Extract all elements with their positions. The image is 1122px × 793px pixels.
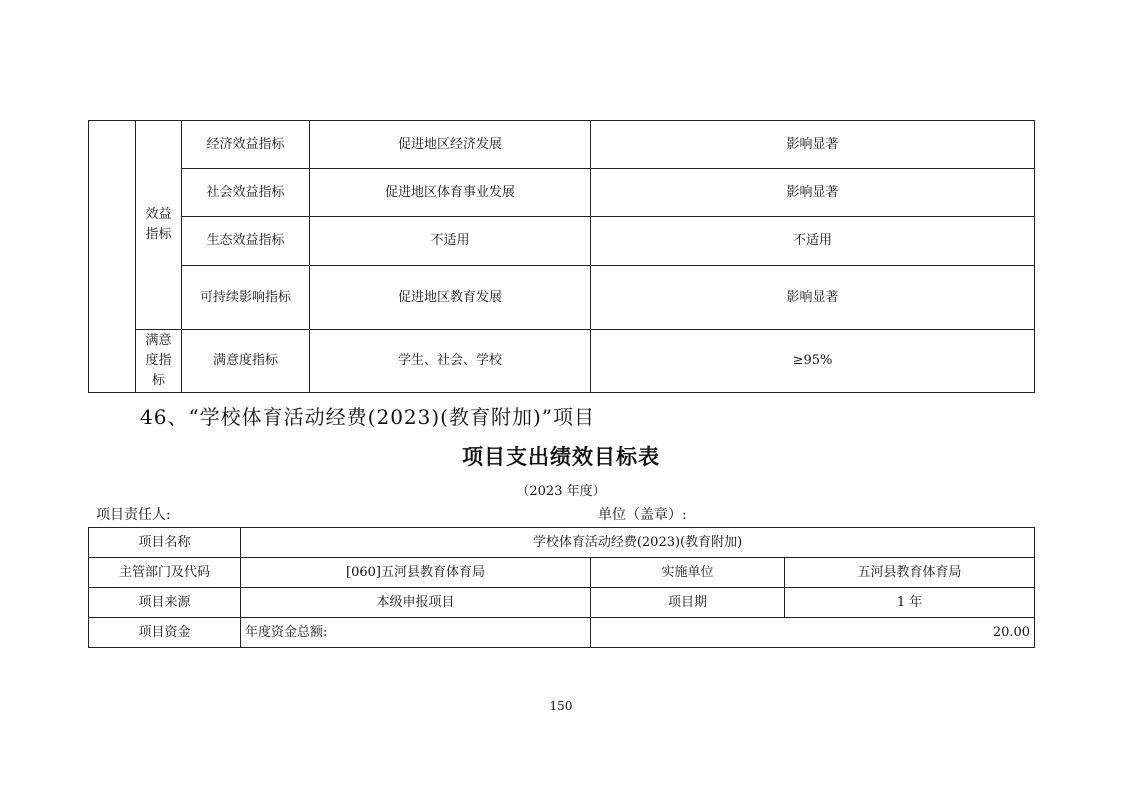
indicator-content: 促进地区教育发展 (310, 266, 591, 330)
blank-level1-cell (89, 121, 136, 393)
project-name-label: 项目名称 (89, 528, 241, 558)
indicator-name: 可持续影响指标 (182, 266, 310, 330)
funds-total-value: 20.00 (591, 618, 1035, 648)
indicator-value: 影响显著 (591, 121, 1035, 169)
section-heading: 46、“学校体育活动经费(2023)(教育附加)”项目 (140, 405, 596, 429)
source-value: 本级申报项目 (241, 588, 591, 618)
project-info-table (88, 527, 1035, 648)
unit-seal-label: 单位（盖章）: (598, 507, 687, 523)
indicator-content: 促进地区经济发展 (310, 121, 591, 169)
impl-unit-value: 五河县教育体育局 (785, 558, 1035, 588)
period-label: 项目期 (591, 588, 785, 618)
performance-indicator-table (88, 120, 1035, 393)
indicator-name: 社会效益指标 (182, 169, 310, 217)
indicator-content: 不适用 (310, 217, 591, 266)
indicator-name: 经济效益指标 (182, 121, 310, 169)
indicator-content: 促进地区体育事业发展 (310, 169, 591, 217)
page-number: 150 (549, 699, 573, 713)
indicator-name: 满意度指标 (182, 330, 310, 393)
indicator-value: 影响显著 (591, 266, 1035, 330)
dept-value: [060]五河县教育体育局 (241, 558, 591, 588)
funds-label: 项目资金 (89, 618, 241, 648)
indicator-value: 不适用 (591, 217, 1035, 266)
indicator-value: 影响显著 (591, 169, 1035, 217)
indicator-content: 学生、社会、学校 (310, 330, 591, 393)
period-value: 1 年 (785, 588, 1035, 618)
responsible-person-label: 项目责任人: (96, 507, 171, 523)
indicator-name: 生态效益指标 (182, 217, 310, 266)
impl-unit-label: 实施单位 (591, 558, 785, 588)
source-label: 项目来源 (89, 588, 241, 618)
indicator-value: ≥95% (591, 330, 1035, 393)
project-name-value: 学校体育活动经费(2023)(教育附加) (241, 528, 1035, 558)
year-label: （2023 年度） (516, 484, 606, 499)
table-title: 项目支出绩效目标表 (462, 445, 660, 469)
group-benefit-label: 效益 指标 (136, 121, 182, 330)
dept-label: 主管部门及代码 (89, 558, 241, 588)
group-satisfaction-label: 满意 度指 标 (136, 330, 182, 393)
funds-total-label: 年度资金总额: (241, 618, 591, 648)
